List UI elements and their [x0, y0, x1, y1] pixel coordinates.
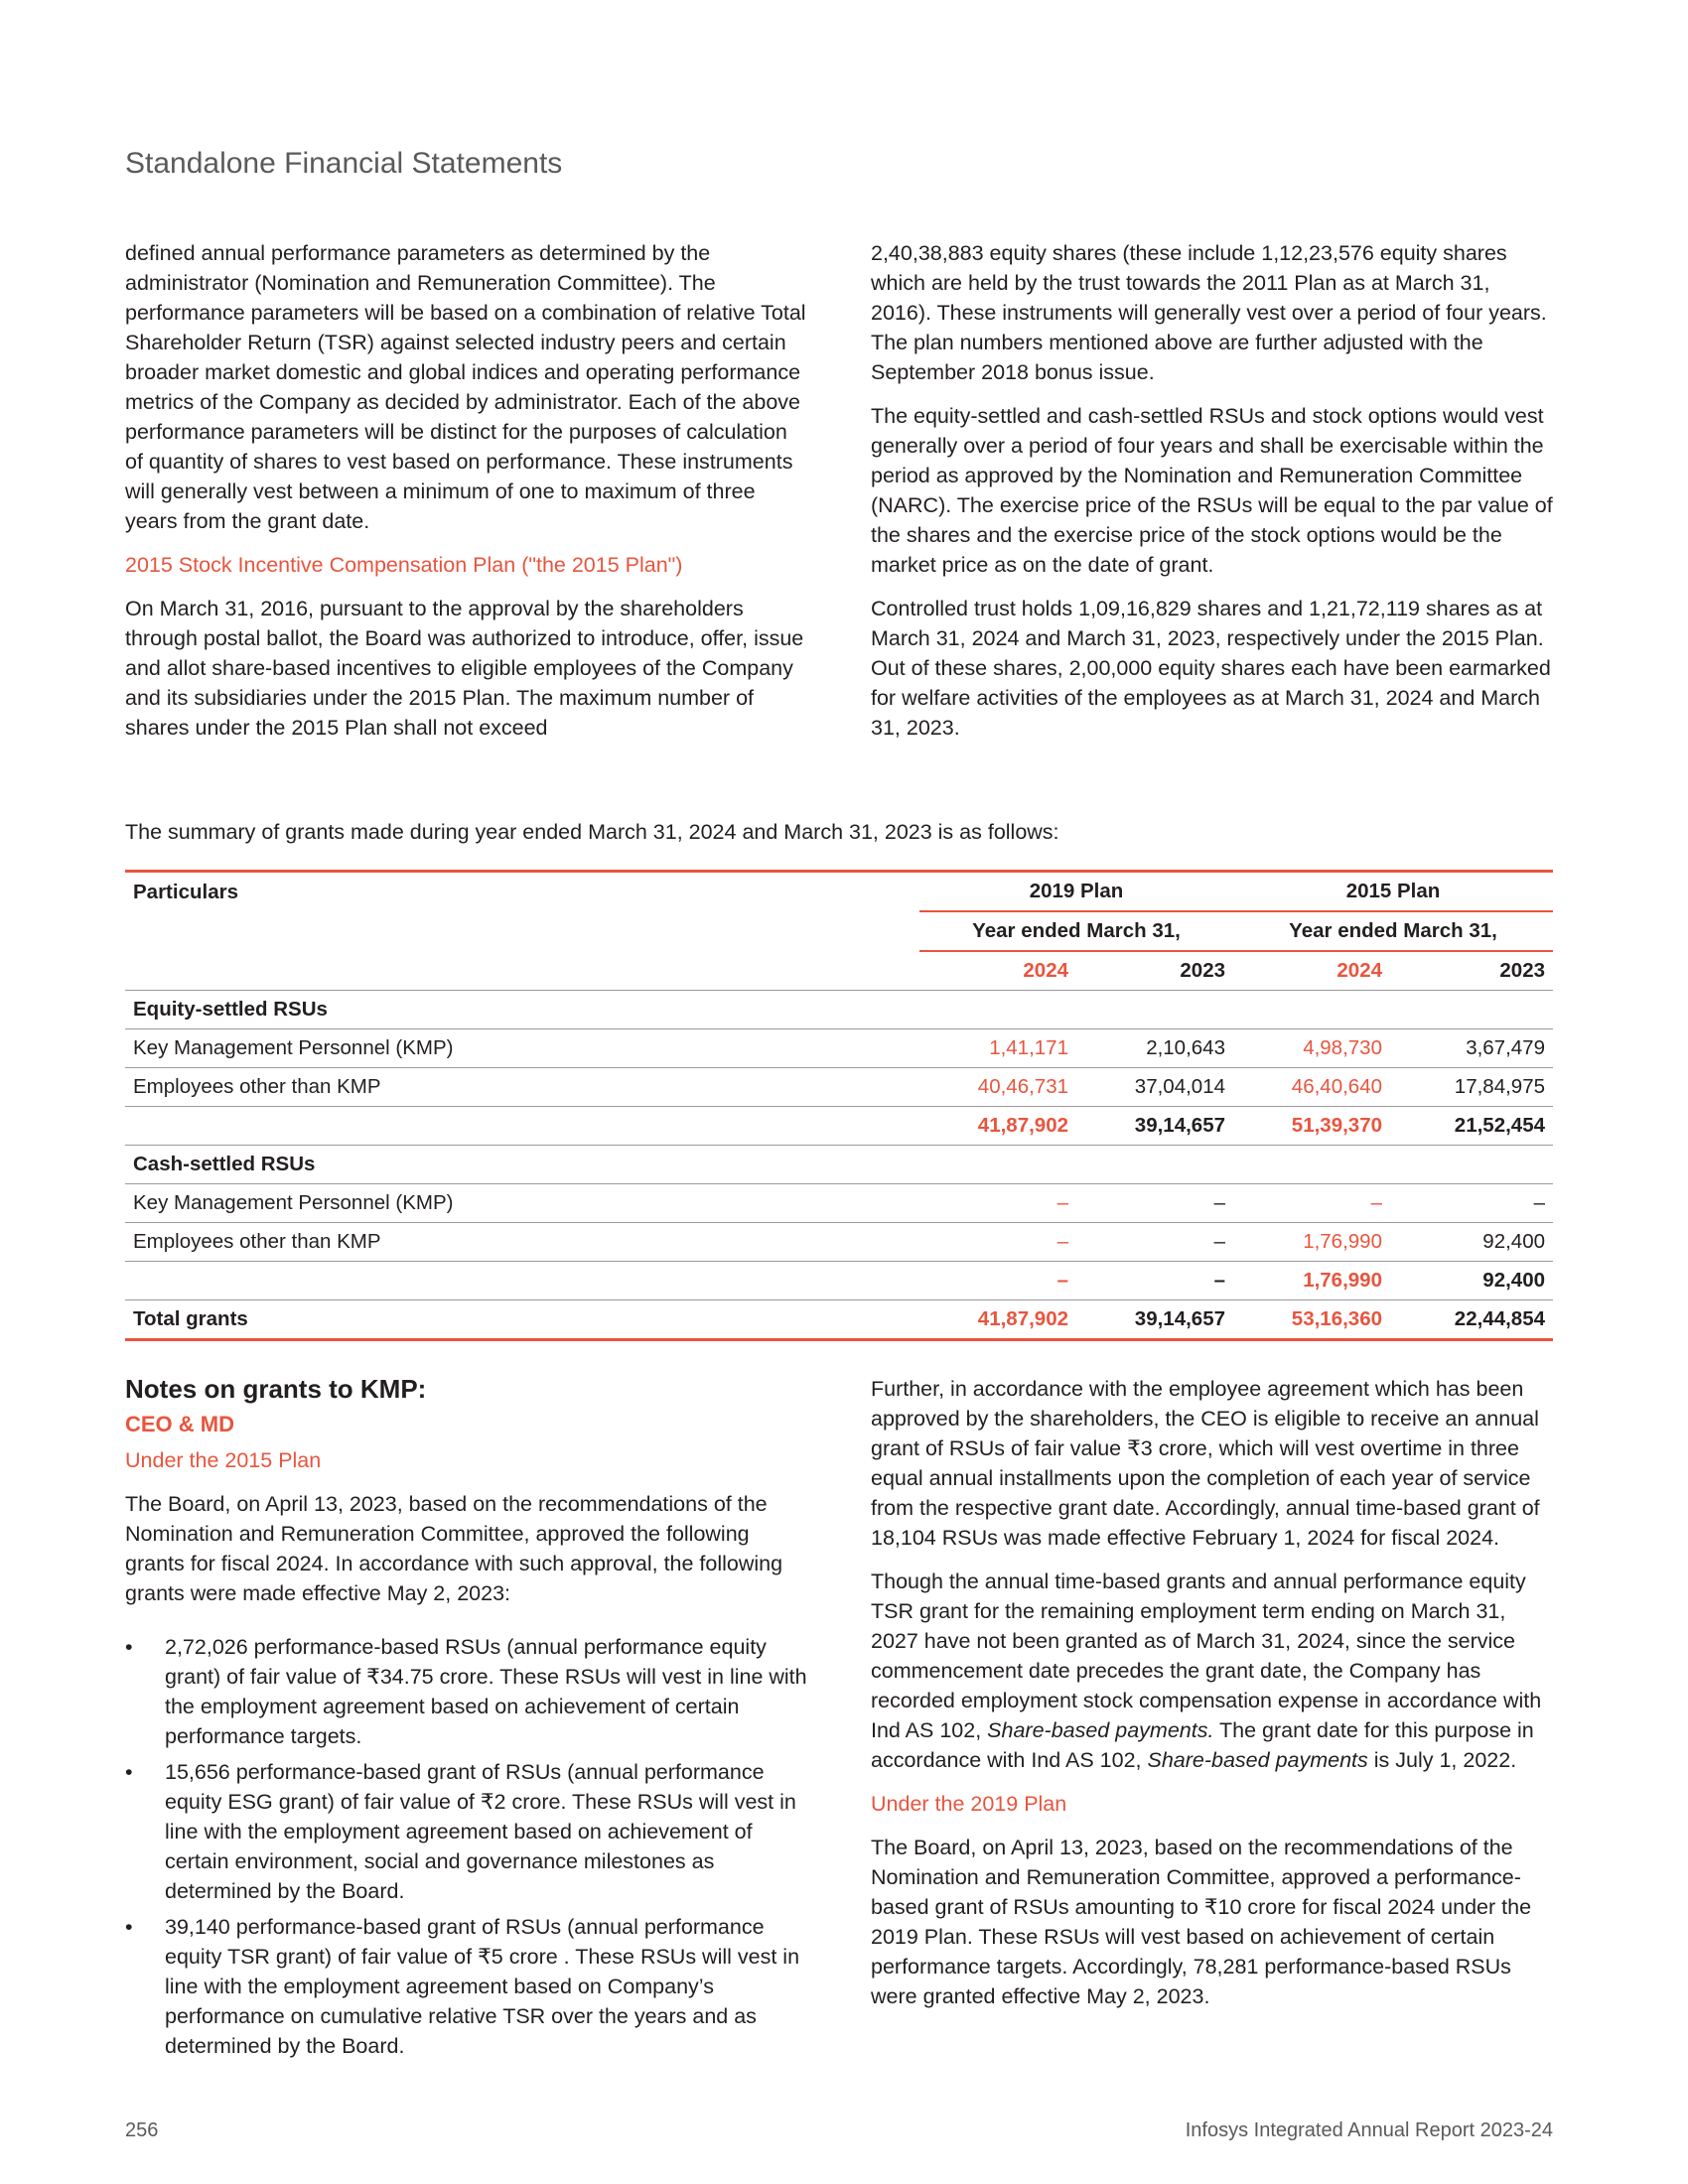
cell: –	[1213, 1191, 1225, 1214]
paragraph-annual-grant: Further, in accordance with the employee agreement which has been approved by the shareholders, the CEO is eligible to receive an annual grant of RSUs of fair value ₹3 crore, which will vest overtime in three equal annual installments upon the completion of each year of service from the respective grant date. Accordingly, annual time-based grant of 18,104 RSUs was made effective February 1, 2024 for fiscal 2024.	[871, 1377, 1540, 1550]
page-number: 256	[125, 2119, 159, 2141]
bullet-icon: •	[125, 1760, 133, 1784]
cell: 92,400	[1390, 1223, 1553, 1262]
cell: 39,14,657	[1134, 1307, 1225, 1330]
notes-right-column	[871, 1374, 1556, 2011]
paragraph-vesting: The equity-settled and cash-settled RSUs and stock options would vest generally over a period of four years and shall be exercisable within the period as approved by the Nomination and Remuneration Committee (NARC). The exercise price of the RSUs will be equal to the par value of the shares and the exercise price of the stock options would be the market price as on the date of grant.	[871, 404, 1553, 577]
bullet-text: 15,656 performance-based grant of RSUs (annual performance equity ESG grant) of fair value of ₹2 crore. These RSUs will vest in line with the employment agreement based on achievement of certain environment, social and governance milestones as determined by the Board.	[165, 1760, 796, 1903]
cell: 22,44,854	[1454, 1307, 1545, 1330]
cell: 41,87,902	[977, 1307, 1068, 1330]
cell: 21,52,454	[1454, 1114, 1545, 1137]
col-2015-2023: 2023	[1499, 959, 1545, 982]
notes-intro: The Board, on April 13, 2023, based on the recommendations of the Nomination and Remuneration Committee, approved the following grants for fiscal 2024. In accordance with such approval, the following grants were made effective May 2, 2023:	[125, 1492, 783, 1605]
plan-2019-header: 2019 Plan	[919, 872, 1233, 912]
total-label: Total grants	[133, 1307, 248, 1330]
list-item	[125, 1632, 810, 1751]
cell: –	[919, 1223, 1076, 1262]
plan-2015-header: 2015 Plan	[1233, 872, 1553, 912]
cell: 2,10,643	[1146, 1036, 1225, 1059]
report-title: Infosys Integrated Annual Report 2023-24	[1185, 2119, 1553, 2141]
cell: 39,14,657	[1134, 1114, 1225, 1137]
right-top-column	[871, 238, 1556, 743]
section-title: Standalone Financial Statements	[125, 147, 563, 180]
subtotal-row	[125, 1107, 1553, 1146]
summary-text: The summary of grants made during year ended March 31, 2024 and March 31, 2023 is as follows:	[125, 820, 1059, 844]
cell: –	[1370, 1191, 1382, 1214]
cash-settled-heading: Cash-settled RSUs	[133, 1153, 316, 1175]
cell: –	[1076, 1223, 1233, 1262]
ind-as-italic-1: Share-based payments.	[987, 1718, 1214, 1742]
paragraph-equity-shares: 2,40,38,883 equity shares (these include 1,12,23,576 equity shares which are held by the trust towards the 2011 Plan as at March 31, 2016). These instruments will generally vest over a period of four years. The plan numbers mentioned above are further adjusted with the September 2018 bonus issue.	[871, 241, 1547, 384]
cell: –	[1213, 1269, 1225, 1292]
table-row	[125, 1029, 1553, 1068]
cell: 92,400	[1482, 1269, 1545, 1292]
grants-bullet-list	[125, 1632, 810, 2061]
under-2015-heading: Under the 2015 Plan	[125, 1448, 322, 1472]
row-label: Key Management Personnel (KMP)	[133, 1191, 454, 1214]
col-2015-2024: 2024	[1336, 959, 1382, 982]
cell: –	[1056, 1269, 1068, 1292]
bullet-text: 39,140 performance-based grant of RSUs (annual performance equity TSR grant) of fair value of ₹5 crore . These RSUs will vest in line with the employment agreement based on Company’s performance on cumulative relative TSR over the years and as determined by the Board.	[165, 1915, 800, 2058]
notes-left-column	[125, 1374, 810, 2067]
under-2019-heading: Under the 2019 Plan	[871, 1792, 1067, 1816]
ind-as-text-c: is July 1, 2022.	[1367, 1748, 1517, 1772]
paragraph-controlled-trust: Controlled trust holds 1,09,16,829 shares and 1,21,72,119 shares as at March 31, 2024 and March 31, 2023, respectively under the 2015 Plan. Out of these shares, 2,00,000 equity shares each have been earmarked for welfare activities of the employees as at March 31, 2024 and March 31, 2023.	[871, 597, 1551, 740]
bullet-icon: •	[125, 1915, 133, 1939]
subtotal-row	[125, 1262, 1553, 1300]
cell: 53,16,360	[1291, 1307, 1382, 1330]
paragraph-2015-plan: On March 31, 2016, pursuant to the approval by the shareholders through postal ballot, the Board was authorized to introduce, offer, issue and allot share-based incentives to eligible employees of the Company and its subsidiaries under the 2015 Plan. The maximum number of shares under the 2015 Plan shall not exceed	[125, 597, 804, 740]
cell: 41,87,902	[977, 1114, 1068, 1137]
ind-as-italic-2: Share-based payments	[1147, 1748, 1368, 1772]
list-item	[125, 1757, 810, 1906]
cell: –	[1056, 1191, 1068, 1214]
paragraph-2019-grant: The Board, on April 13, 2023, based on the recommendations of the Nomination and Remuneration Committee, approved a performance-based grant of RSUs amounting to ₹10 crore for fiscal 2024 under the 2019 Plan. These RSUs will vest based on achievement of certain performance targets. Accordingly, 78,281 performance-based RSUs were granted effective May 2, 2023.	[871, 1836, 1532, 2008]
total-row	[125, 1300, 1553, 1340]
bullet-icon: •	[125, 1635, 133, 1659]
year-ended-2015: Year ended March 31,	[1233, 911, 1553, 951]
cell: 40,46,731	[919, 1068, 1076, 1107]
col-2019-2024: 2024	[1023, 959, 1068, 982]
bullet-text: 2,72,026 performance-based RSUs (annual performance equity grant) of fair value of ₹34.75 crore. These RSUs will vest in line with the employment agreement based on achievement of certain performance targets.	[165, 1635, 807, 1748]
ind-as-text-b: The grant date for this purpose in accordance with Ind AS 102,	[871, 1718, 1534, 1772]
row-label: Employees other than KMP	[133, 1230, 381, 1253]
grants-table	[125, 870, 1553, 1341]
equity-settled-heading: Equity-settled RSUs	[133, 998, 328, 1021]
cell: 1,76,990	[1303, 1269, 1382, 1292]
cell: 1,41,171	[989, 1036, 1068, 1059]
notes-heading: Notes on grants to KMP:	[125, 1374, 427, 1404]
particulars-header: Particulars	[133, 880, 238, 903]
cell: –	[1533, 1191, 1545, 1214]
cell: 4,98,730	[1303, 1036, 1382, 1059]
table-row	[125, 1068, 1553, 1107]
cell: 51,39,370	[1291, 1114, 1382, 1137]
year-ended-2019: Year ended March 31,	[919, 911, 1233, 951]
paragraph-ind-as	[871, 1567, 1556, 1775]
list-item	[125, 1912, 810, 2061]
cell: 46,40,640	[1233, 1068, 1390, 1107]
row-label: Key Management Personnel (KMP)	[133, 1036, 454, 1059]
cell: 1,76,990	[1233, 1223, 1390, 1262]
row-label: Employees other than KMP	[133, 1075, 381, 1098]
cell: 3,67,479	[1466, 1036, 1545, 1059]
ceo-md-heading: CEO & MD	[125, 1412, 234, 1436]
paragraph-performance-parameters: defined annual performance parameters as determined by the administrator (Nomination and Remuneration Committee). The performance parameters will be based on a combination of relative Total Shareholder Return (TSR) against selected industry peers and certain broader market domestic and global indices and operating performance metrics of the Company as decided by administrator. Each of the above performance parameters will be distinct for the purposes of calculation of quantity of shares to vest based on performance. These instruments will generally vest between a minimum of one to maximum of three years from the grant date.	[125, 241, 806, 533]
cell: 17,84,975	[1390, 1068, 1553, 1107]
table-row	[125, 1223, 1553, 1262]
col-2019-2023: 2023	[1180, 959, 1225, 982]
cell: 37,04,014	[1076, 1068, 1233, 1107]
table-row	[125, 1184, 1553, 1223]
left-top-column	[125, 238, 810, 743]
ind-as-text-a: Though the annual time-based grants and annual performance equity TSR grant for the remaining employment term ending on March 31, 2027 have not been granted as of March 31, 2024, since the service commencement date precedes the grant date, the Company has recorded employment stock compensation expense in accordance with Ind AS 102,	[871, 1570, 1542, 1742]
heading-2015-plan: 2015 Stock Incentive Compensation Plan ("the 2015 Plan")	[125, 553, 683, 577]
